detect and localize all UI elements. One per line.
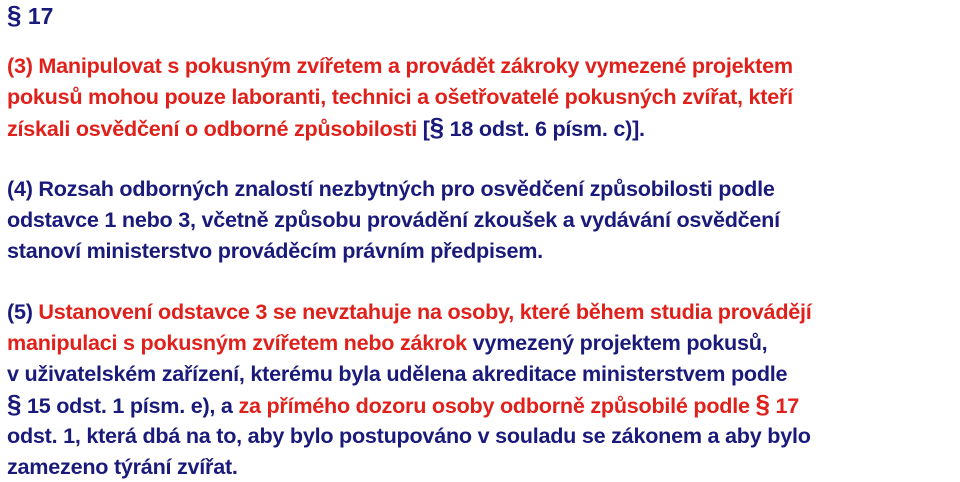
paragraph-5-highlight-2: manipulaci s pokusným zvířetem nebo zákrok [7, 330, 467, 355]
paragraph-3-highlight: získali osvědčení o odborné způsobilosti [7, 116, 417, 141]
paragraph-3-line-1: (3) Manipulovat s pokusným zvířetem a provádět zákroky vymezené projektem [7, 53, 793, 78]
section-heading [7, 0, 53, 30]
paragraph-5-line-1 [7, 296, 959, 327]
paragraph-5-highlight-3: za přímého dozoru osoby odborně způsobilé podle [238, 393, 750, 418]
paragraph-5-line-4 [7, 389, 959, 420]
paragraph-3-bracket: [ [416, 116, 430, 141]
section-number: 17 [27, 3, 54, 29]
paragraph-4-line-3: stanoví ministerstvo prováděcím právním předpisem. [7, 238, 543, 263]
paragraph-5-line-2-rest: vymezený projektem pokusů, [466, 330, 768, 355]
paragraph-3-reference: 18 odst. 6 písm. c)]. [443, 116, 645, 141]
paragraph-5-number: (5) [7, 299, 39, 324]
paragraph-5-line-5: odst. 1, která dbá na to, aby bylo postupováno v souladu se zákonem a aby bylo [7, 423, 811, 448]
paragraph-5-highlight-1: Ustanovení odstavce 3 se nevztahuje na osoby, které během studia provádějí [38, 299, 812, 324]
paragraph-5-line-2 [7, 327, 959, 358]
paragraph-5 [7, 296, 959, 482]
paragraph-5-section-symbol-1: § [7, 389, 22, 419]
paragraph-5-reference: 15 odst. 1 písm. e), a [21, 393, 239, 418]
paragraph-4-line-2: odstavce 1 nebo 3, včetně způsobu provádění zkoušek a vydávání osvědčení [7, 207, 780, 232]
paragraph-4-line-1: (4) Rozsah odborných znalostí nezbytných pro osvědčení způsobilosti podle [7, 176, 775, 201]
paragraph-4 [7, 173, 959, 266]
paragraph-3 [7, 50, 959, 143]
paragraph-5-line-6: zamezeno týrání zvířat. [7, 454, 238, 479]
section-symbol: § [7, 0, 22, 30]
paragraph-5-section-symbol-2: § [755, 389, 770, 419]
paragraph-3-line-3 [7, 112, 959, 143]
paragraph-3-section-symbol: § [429, 112, 444, 142]
paragraph-3-line-2: pokusů mohou pouze laboranti, technici a ošetřovatelé pokusných zvířat, kteří [7, 84, 793, 109]
paragraph-5-line-3: v uživatelském zařízení, kterému byla udělena akreditace ministerstvem podle [7, 361, 788, 386]
paragraph-5-section-number: 17 [769, 393, 799, 418]
